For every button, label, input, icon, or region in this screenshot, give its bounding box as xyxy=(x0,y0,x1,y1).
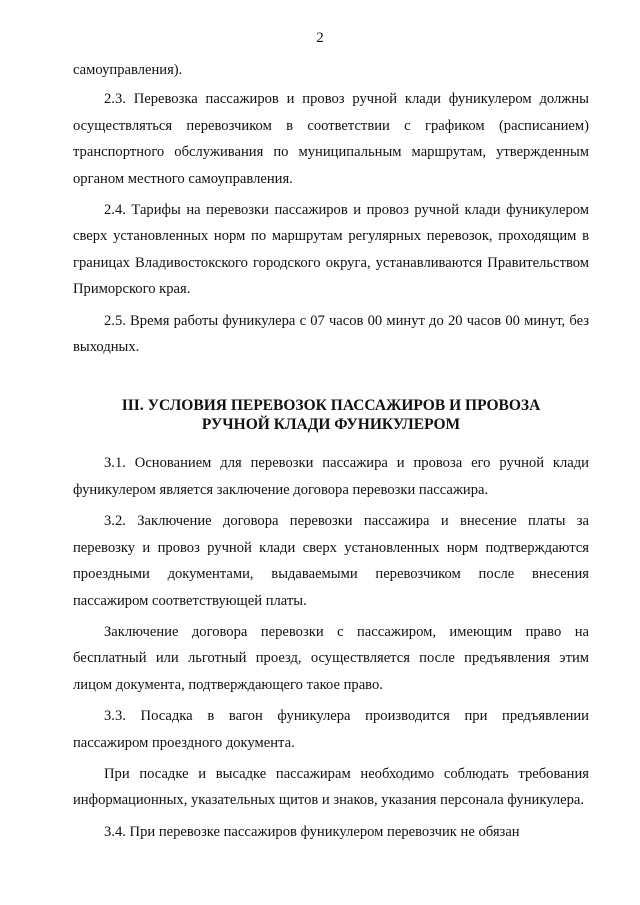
paragraph-free-travel: Заключение договора перевозки с пассажиром, имеющим право на бесплатный или льготный проезд, осуществляется после предъявления этим лицом документа, подтверждающего такое право. xyxy=(73,623,589,693)
paragraph-2-3: 2.3. Перевозка пассажиров и провоз ручной клади фуникулером должны осуществляться перевозчиком в соответствии с графиком (расписанием) транспортного обслуживания по муниципальным маршрутам, утвержденным органом местного самоуправления. xyxy=(73,91,589,187)
document-body xyxy=(73,57,589,845)
paragraph-3-2: 3.2. Заключение договора перевозки пассажира и внесение платы за перевозку и провоз ручной клади сверх установленных норм подтверждаются проездными документами, выдаваемыми перевозчиком после внесения пассажиром соответствующей платы. xyxy=(73,513,589,609)
paragraph-boarding-rules: При посадке и высадке пассажирам необходимо соблюдать требования информационных, указательных щитов и знаков, указания персонала фуникулера. xyxy=(73,765,589,809)
paragraph-3-4: 3.4. При перевозке пассажиров фуникулером перевозчик не обязан xyxy=(104,823,520,840)
paragraph-3-1: 3.1. Основанием для перевозки пассажира и провоза его ручной клади фуникулером является заключение договора перевозки пассажира. xyxy=(73,455,589,498)
paragraph-2-5: 2.5. Время работы фуникулера с 07 часов 00 минут до 20 часов 00 минут, без выходных. xyxy=(73,312,589,356)
section-heading-line-1: III. УСЛОВИЯ ПЕРЕВОЗОК ПАССАЖИРОВ И ПРОВОЗА xyxy=(121,397,541,415)
paragraph-3-3: 3.3. Посадка в вагон фуникулера производится при предъявлении пассажиром проездного документа. xyxy=(73,708,589,751)
section-heading xyxy=(73,396,589,434)
paragraph-2-4: 2.4. Тарифы на перевозки пассажиров и провоз ручной клади фуникулером сверх установленных норм по маршрутам регулярных перевозок, проходящим в границах Владивостокского городского округа, устанавливаются Правительством Приморского края. xyxy=(73,202,589,298)
paragraph-continuation: самоуправления). xyxy=(73,62,183,78)
section-heading-line-2: РУЧНОЙ КЛАДИ ФУНИКУЛЕРОМ xyxy=(201,416,461,434)
page-number: 2 xyxy=(316,30,324,46)
